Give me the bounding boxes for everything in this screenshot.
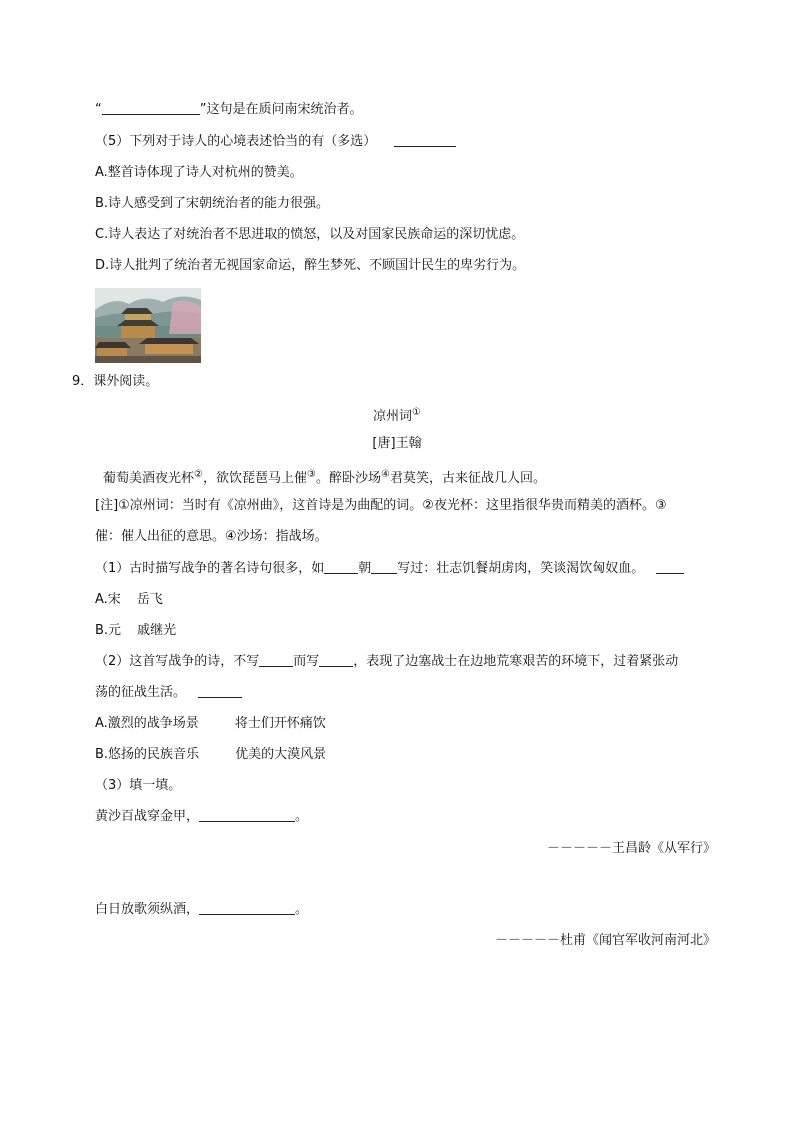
- answer-blank-fill-1[interactable]: [199, 807, 295, 822]
- answer-blank-fill-2[interactable]: [199, 900, 295, 915]
- q1-option-b: B.元 戚继光: [95, 623, 177, 638]
- answer-blank-q1[interactable]: [656, 559, 684, 574]
- footnote-mark-4: ④: [380, 469, 390, 480]
- quote-open: “: [95, 102, 102, 117]
- q5-option-c: C.诗人表达了对统治者不思进取的愤怒，以及对国家民族命运的深切忧虑。: [95, 227, 525, 242]
- footnote-mark-1: ①: [412, 407, 421, 418]
- answer-blank-person[interactable]: [371, 559, 397, 574]
- pavilion-illustration: [95, 288, 201, 363]
- notes-line-1: [注]①凉州词：当时有《凉州曲》，这首诗是为曲配的词。②夜光杯：这里指很华贵而精美的酒杯。③: [95, 498, 667, 513]
- q2-option-a: A.激烈的战争场景 将士们开怀痛饮: [95, 716, 326, 731]
- q1-option-a: A.宋 岳飞: [95, 592, 163, 607]
- q2-stem-line2: 荡的征战生活。: [95, 683, 242, 703]
- poem-title: 凉州词①: [373, 407, 421, 424]
- q5-option-a: A.整首诗体现了诗人对杭州的赞美。: [95, 165, 303, 180]
- q5-stem: （5）下列对于诗人的心境表述恰当的有（多选）: [95, 132, 456, 152]
- fill-source-2: －－－－－杜甫《闻官军收河南河北》: [494, 933, 716, 948]
- q3-stem: （3）填一填。: [95, 778, 182, 793]
- q5-option-d: D.诗人批判了统治者无视国家命运，醉生梦死、不顾国计民生的卑劣行为。: [95, 258, 526, 273]
- q1-stem: （1）古时描写战争的著名诗句很多，如 朝 写过：壮志饥餐胡虏肉，笑谈渴饮匈奴血。: [95, 559, 684, 579]
- notes-line-2: 催：催人出征的意思。④沙场：指战场。: [95, 529, 328, 544]
- fill-source-1: －－－－－王昌龄《从军行》: [546, 841, 716, 856]
- footnote-mark-2: ②: [194, 469, 203, 480]
- poem-author: [唐]王翰: [372, 436, 422, 451]
- quote-close-text: ”这句是在质问南宋统治者。: [199, 102, 363, 117]
- q5-option-b: B.诗人感受到了宋朝统治者的能力很强。: [95, 196, 330, 211]
- answer-blank-q2[interactable]: [198, 683, 242, 698]
- answer-blank-dynasty[interactable]: [324, 559, 358, 574]
- poem-text: 葡萄美酒夜光杯②，欲饮琵琶马上催③。醉卧沙场④君莫笑，古来征战几人回。: [103, 469, 546, 486]
- footnote-mark-3: ③: [307, 469, 316, 480]
- answer-blank-not-write[interactable]: [259, 652, 293, 667]
- fill-line-2: 白日放歌须纵酒， 。: [95, 902, 309, 917]
- q9-heading: 9．课外阅读。: [72, 374, 159, 389]
- answer-blank-quote[interactable]: [102, 100, 200, 115]
- quote-question-line: [95, 100, 363, 120]
- q2-stem: （2）这首写战争的诗，不写 而写 ，表现了边塞战士在边地荒寒艰苦的环境下，过着紧张动: [95, 654, 679, 669]
- fill-line-1: 黄沙百战穿金甲， 。: [95, 809, 309, 824]
- answer-blank-q5[interactable]: [394, 132, 456, 147]
- answer-blank-write[interactable]: [319, 652, 353, 667]
- q2-option-b: B.悠扬的民族音乐 优美的大漠风景: [95, 747, 327, 762]
